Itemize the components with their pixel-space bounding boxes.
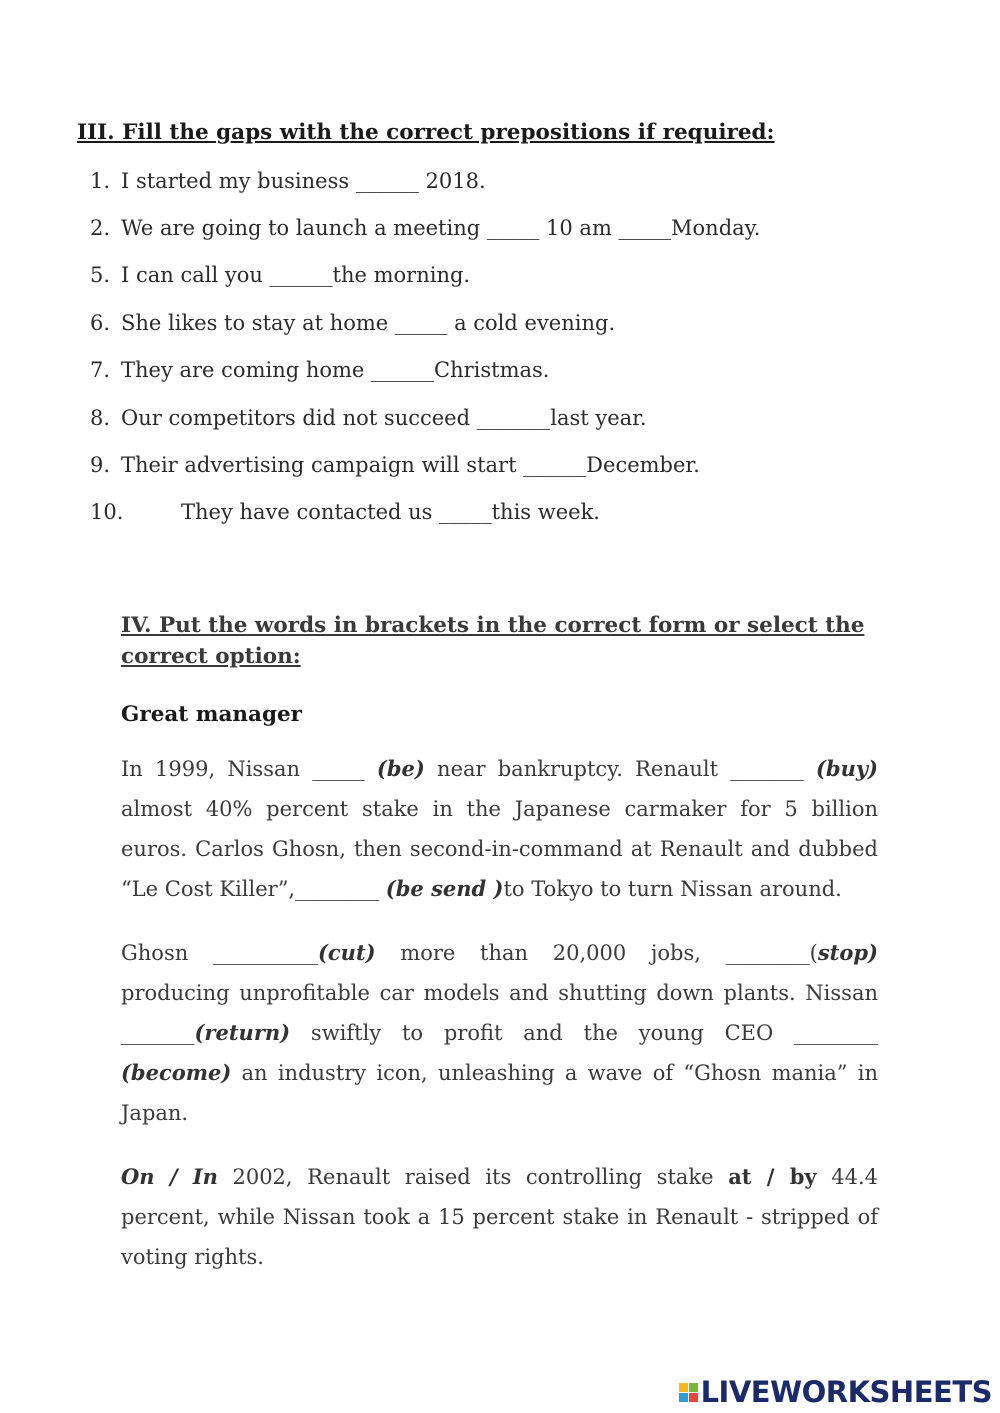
p3-option-at-by: at / by [728,1164,817,1189]
section-4-title: IV. Put the words in brackets in the correct form or select the correct option: [121,613,865,669]
exercise-item-2 [90,216,760,240]
p1-text-c: near bankruptcy. Renault _______ [424,757,816,781]
exercise-item-10 [90,500,600,524]
item-text: They are coming home ______Christmas. [121,358,550,382]
exercise-item-8 [90,406,647,430]
section-3-title: III. Fill the gaps with the correct prepositions if required: [77,120,775,145]
item-number: 7. [90,358,111,382]
item-number: 10. [90,500,124,524]
liveworksheets-logo [679,1375,992,1409]
item-text: We are going to launch a meeting _____ 10 am _____Monday. [121,216,761,240]
liveworksheets-logo-icon [679,1383,698,1402]
exercise-item-1 [90,169,486,193]
p2-text-a: Ghosn __________ [121,941,318,965]
item-number: 2. [90,216,111,240]
item-text: They have contacted us _____this week. [181,500,600,524]
p2-text-i: an industry icon, unleashing a wave of “Ghosn mania” in Japan. [121,1061,878,1125]
item-number: 8. [90,406,111,430]
item-text: Our competitors did not succeed _______last year. [121,406,647,430]
p1-text-g: to Tokyo to turn Nissan around. [503,877,842,901]
exercise-item-9 [90,453,700,477]
p1-verb-be-send: (be send ) [385,876,504,901]
p2-verb-become: (become) [121,1060,232,1085]
p1-text-e: almost 40% percent stake in the Japanese carmaker for 5 billion euros. Carlos Ghosn, then second-in-command at Renault and dubbed “Le Cost Killer”,________ [121,797,878,901]
item-number: 1. [90,169,111,193]
exercise-item-5 [90,263,470,287]
item-text: She likes to stay at home _____ a cold evening. [121,311,616,335]
item-number: 6. [90,311,111,335]
paragraph-1 [121,749,878,909]
exercise-item-7 [90,358,549,382]
p1-verb-be: (be) [376,756,425,781]
item-text: I started my business ______ 2018. [121,169,486,193]
item-text: Their advertising campaign will start ______December. [121,453,700,477]
p3-text-b: 2002, Renault raised its controlling stake [217,1165,729,1189]
p2-verb-cut: (cut) [317,940,376,965]
p1-verb-buy: (buy) [815,756,878,781]
p2-text-e: producing unprofitable car models and shutting down plants. Nissan _______ [121,981,878,1045]
exercise-item-6 [90,311,615,335]
p2-verb-return: (return) [194,1020,291,1045]
p1-text-a: In 1999, Nissan _____ [121,757,377,781]
p2-text-g: swiftly to profit and the young CEO ________ [290,1021,878,1045]
p2-verb-stop: stop) [817,940,878,965]
logo-text: LIVEWORKSHEETS [700,1375,992,1409]
p2-text-c: more than 20,000 jobs, ________( [375,941,818,965]
paragraph-2 [121,933,878,1133]
item-number: 9. [90,453,111,477]
p3-text-d: 44.4 percent, while Nissan took a 15 percent stake in Renault - stripped of voting rights. [121,1165,878,1269]
p3-option-on-in: On / In [121,1164,218,1189]
paragraph-3 [121,1157,878,1277]
item-number: 5. [90,263,111,287]
item-text: I can call you ______the morning. [121,263,471,287]
text-heading: Great manager [121,702,302,727]
